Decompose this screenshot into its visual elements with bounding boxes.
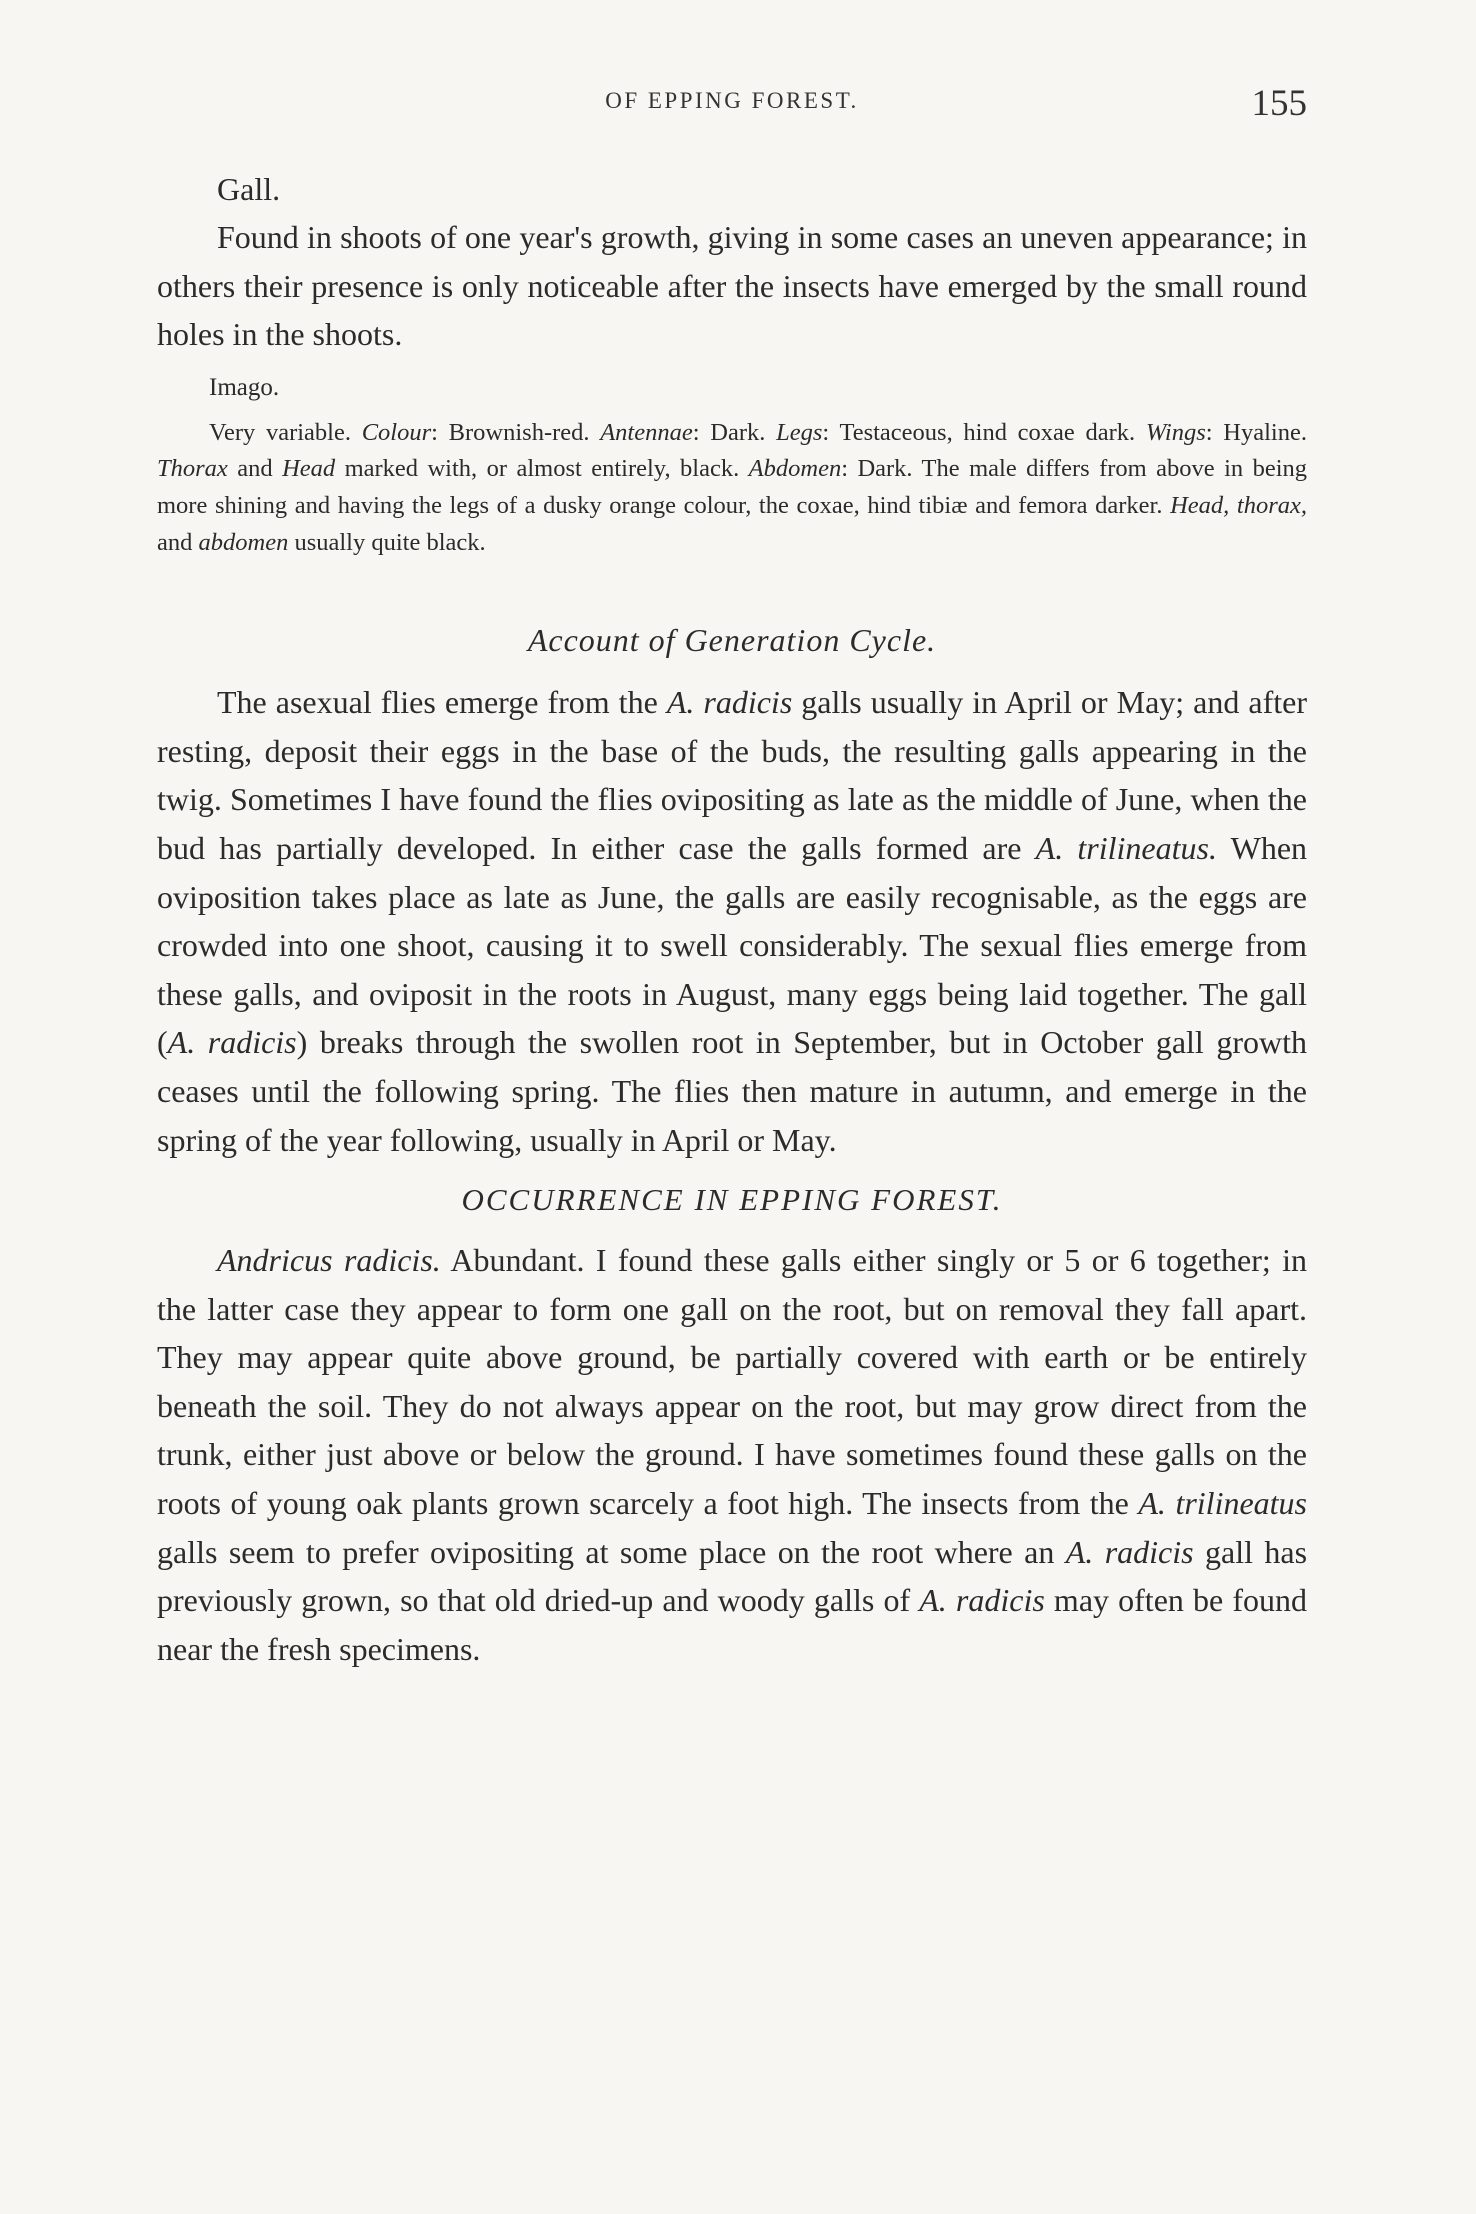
legs-label: Legs (776, 418, 823, 446)
species-name: A. radicis (167, 1024, 297, 1061)
antennae-label: Antennae (600, 418, 693, 446)
occurrence-text: gall has previously grown, so that old dried-up and woody galls of (157, 1533, 1308, 1619)
account-text: The asexual flies emerge from the (217, 684, 667, 721)
occurrence-paragraph (157, 1236, 1307, 1673)
imago-text: marked with, or almost entirely, black. (335, 455, 749, 483)
occurrence-text: galls seem to prefer ovipositing at some place on the root where an (157, 1533, 1066, 1570)
account-text: ) breaks through the swollen root in September, but in October gall growth ceases until the following spring. The flies then mature in autumn, and emerge in the spring of the year following, usually in April or May. (157, 1024, 1308, 1158)
imago-text: : Dark. (692, 418, 777, 446)
account-paragraph (157, 678, 1307, 1164)
imago-text: : Brownish-red. (431, 418, 601, 446)
imago-text: usually quite black. (288, 528, 486, 556)
species-name: A. radicis (919, 1582, 1045, 1619)
book-page (157, 0, 1307, 2214)
occurrence-text: may often be found near the fresh specimens. (157, 1582, 1308, 1667)
head-label: Head (282, 455, 336, 483)
body-text (157, 165, 1307, 1673)
occurrence-text: Abundant. I found these galls either singly or 5 or 6 together; in the latter case they appear to form one gall on the root, but on removal they fall apart. They may appear quite above ground, be partially covered with earth or be entirely beneath the soil. They do not always appear on the root, but may grow direct from the trunk, either just above or below the ground. I have sometimes found these galls on the roots of young oak plants grown scarcely a foot high. The insects from the (157, 1242, 1308, 1522)
species-name: A. radicis (1065, 1533, 1194, 1570)
gall-label: Gall. (217, 171, 281, 207)
imago-text: Very variable. (209, 418, 362, 446)
imago-text: and (157, 528, 199, 556)
gall-paragraph: Found in shoots of one year's growth, giving in some cases an uneven appearance; in others their presence is only noticeable after the insects have emerged by the small round holes in the shoots. (157, 219, 1307, 353)
account-text: When oviposition takes place as late as June, the galls are easily recognisable, as the eggs are crowded into one shoot, causing it to swell considerably. The sexual flies emerge from these galls, and oviposit in the roots in August, many eggs being laid together. The gall ( (157, 829, 1308, 1061)
imago-text: : Dark. The male differs from above in being more shining and having the legs of a dusky orange colour, the coxae, hind tibiæ and femora darker. (157, 455, 1308, 519)
section-heading-occurrence: OCCURRENCE IN EPPING FOREST. (461, 1182, 1003, 1218)
imago-text: and (227, 455, 283, 483)
imago-text: : Hyaline. (1205, 418, 1307, 446)
head-thorax-label: Head, thorax, (1170, 491, 1307, 519)
running-head (157, 83, 1307, 128)
imago-label: Imago. (209, 373, 280, 401)
section-heading-account: Account of Generation Cycle. (527, 622, 937, 659)
imago-text: : Testaceous, hind coxae dark. (822, 418, 1146, 446)
wings-label: Wings (1145, 418, 1206, 446)
running-title: OF EPPING FOREST. (605, 88, 859, 113)
abdomen-label-2: abdomen (198, 528, 289, 556)
species-name: A. radicis (666, 684, 793, 721)
species-name: Andricus radicis. (217, 1242, 441, 1279)
account-text: galls usually in April or May; and after resting, deposit their eggs in the base of the buds, the resulting galls appearing in the twig. Sometimes I have found the flies ovipositing as late as the middle of June, when the bud has partially developed. In either case the galls formed are (157, 684, 1308, 866)
thorax-label: Thorax (157, 455, 228, 483)
colour-label: Colour (361, 418, 432, 446)
imago-paragraph (157, 415, 1307, 561)
page-number: 155 (1251, 83, 1307, 124)
species-name: A. trilineatus (1138, 1485, 1308, 1522)
abdomen-label: Abdomen (748, 455, 842, 483)
species-name: A. trilineatus. (1035, 829, 1217, 866)
